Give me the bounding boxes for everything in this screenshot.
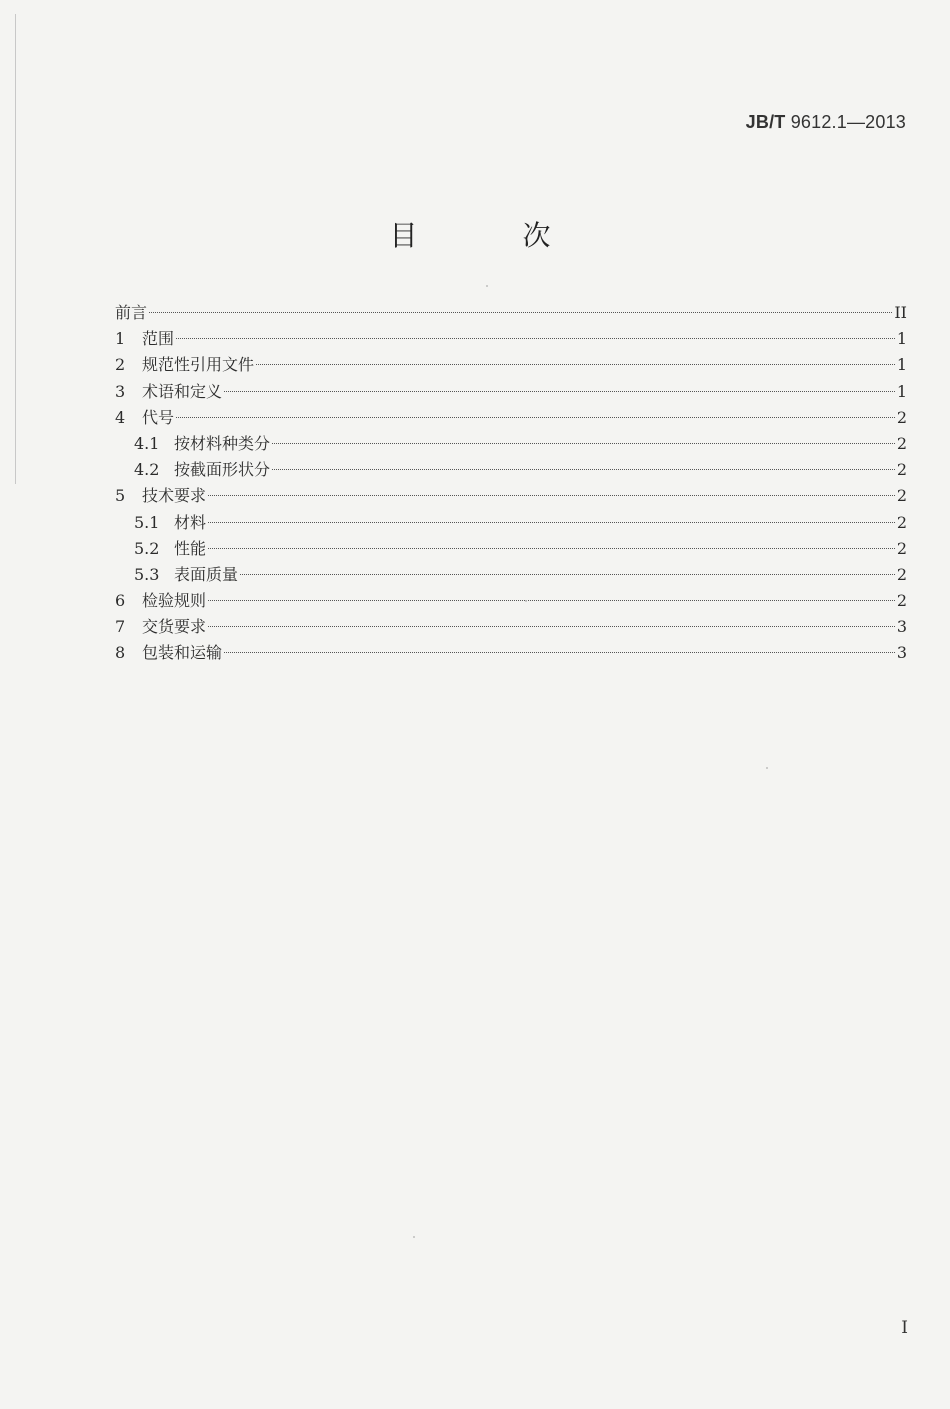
toc-entry	[115, 457, 907, 483]
toc-entry	[115, 640, 907, 666]
toc-entry-page: 2	[896, 486, 907, 506]
toc-entry-number: 8	[115, 643, 126, 663]
toc-entry	[115, 405, 907, 431]
toc-entry	[115, 300, 907, 326]
toc-entry	[115, 510, 907, 536]
toc-dot-leader	[208, 495, 895, 496]
toc-dot-leader	[208, 548, 895, 549]
toc-entry-number: 7	[115, 617, 126, 637]
scan-speck	[413, 1236, 415, 1238]
toc-entry	[115, 562, 907, 588]
page-number: I	[901, 1318, 908, 1338]
toc-entry-page: 2	[896, 407, 907, 427]
toc-dot-leader	[256, 364, 895, 365]
toc-entry-page: II	[894, 303, 907, 322]
toc-entry-label: 按材料种类分	[174, 433, 271, 453]
toc-entry-label: 代号	[142, 407, 175, 427]
toc-entry-label: 技术要求	[142, 486, 207, 506]
toc-entry-page: 3	[896, 617, 907, 637]
toc-dot-leader	[224, 391, 895, 392]
toc-entry-number: 6	[115, 591, 126, 611]
toc-entry-page: 1	[896, 355, 907, 375]
toc-dot-leader	[208, 626, 895, 627]
standard-number: 9612.1—2013	[790, 112, 906, 132]
toc-dot-leader	[208, 600, 895, 601]
toc-entry-page: 2	[896, 460, 907, 480]
toc-entry-number: 2	[115, 355, 126, 375]
standard-code	[746, 112, 906, 133]
toc-entry-number: 5.1	[134, 512, 160, 532]
toc-entry-page: 2	[896, 564, 907, 584]
toc-dot-leader	[272, 469, 895, 470]
toc-entry	[115, 379, 907, 405]
toc-entry-label: 前言	[115, 303, 148, 322]
toc-entry-label: 范围	[142, 329, 175, 349]
toc-entry-label: 交货要求	[142, 617, 207, 637]
toc-entry-page: 3	[896, 643, 907, 663]
toc-entry-number: 3	[115, 381, 126, 401]
toc-entry	[115, 352, 907, 378]
toc-entry-number: 4	[115, 407, 126, 427]
toc-entry-page: 2	[896, 512, 907, 532]
toc-entry-page: 1	[896, 381, 907, 401]
toc-dot-leader	[240, 574, 895, 575]
toc-entry-label: 性能	[174, 538, 207, 558]
scan-speck	[766, 767, 768, 769]
toc-dot-leader	[176, 338, 895, 339]
toc-dot-leader	[149, 312, 892, 313]
toc-entry-number: 5	[115, 486, 126, 506]
toc-entry-number: 4.2	[134, 460, 160, 480]
toc-entry-number: 4.1	[134, 433, 160, 453]
toc-entry	[115, 536, 907, 562]
toc-entry-label: 检验规则	[142, 591, 207, 611]
toc-entry-number: 1	[115, 329, 126, 349]
toc-entry-label: 按截面形状分	[174, 460, 271, 480]
toc-entry-page: 1	[896, 329, 907, 349]
scan-speck	[525, 600, 527, 602]
toc-dot-leader	[224, 652, 895, 653]
toc-entry-page: 2	[896, 433, 907, 453]
table-of-contents	[115, 300, 907, 667]
toc-entry	[115, 326, 907, 352]
toc-dot-leader	[176, 417, 895, 418]
scan-speck	[486, 285, 488, 287]
toc-entry-page: 2	[896, 538, 907, 558]
toc-entry-number: 5.2	[134, 538, 160, 558]
toc-entry	[115, 588, 907, 614]
toc-entry	[115, 483, 907, 509]
toc-dot-leader	[272, 443, 895, 444]
toc-entry-page: 2	[896, 591, 907, 611]
toc-title: 目 次	[389, 219, 599, 252]
toc-entry-number: 5.3	[134, 564, 160, 584]
toc-entry-label: 规范性引用文件	[142, 355, 255, 375]
toc-entry	[115, 431, 907, 457]
standard-prefix: JB/T	[745, 112, 786, 132]
toc-entry-label: 包装和运输	[142, 643, 223, 663]
toc-entry-label: 表面质量	[174, 564, 239, 584]
toc-entry-label: 材料	[174, 512, 207, 532]
toc-dot-leader	[208, 522, 895, 523]
toc-entry-label: 术语和定义	[142, 381, 223, 401]
toc-entry	[115, 614, 907, 640]
